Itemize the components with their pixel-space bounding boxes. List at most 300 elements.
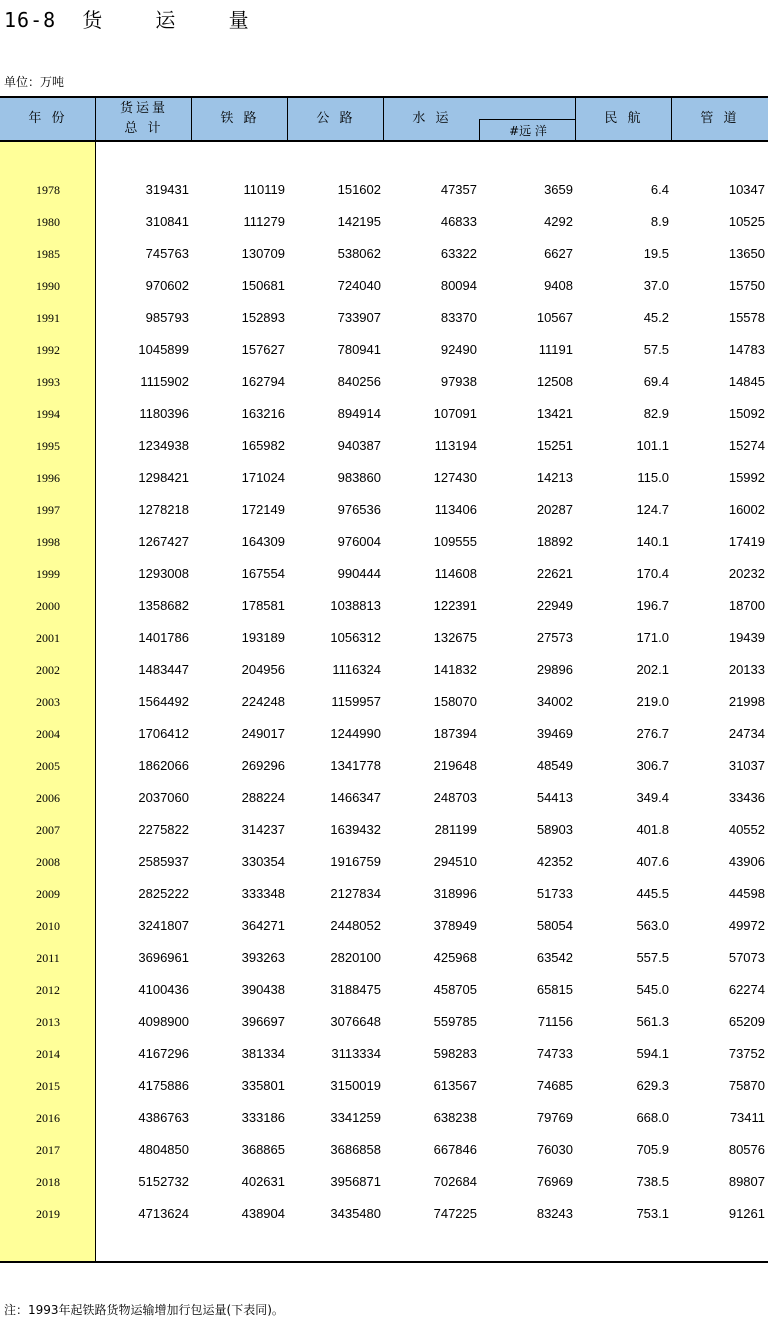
cell-road: 733907: [337, 310, 381, 325]
cell-year: 2011: [36, 951, 60, 965]
cell-year: 2001: [36, 631, 60, 645]
cell-year: 1978: [36, 183, 60, 197]
cell-air: 668.0: [636, 1110, 669, 1125]
table-row: [0, 814, 768, 846]
cell-water: 80094: [440, 278, 477, 293]
cell-ocean: 48549: [536, 758, 573, 773]
header-rail: 铁 路: [220, 111, 260, 126]
cell-road: 2820100: [330, 950, 381, 965]
cell-air: 219.0: [636, 694, 669, 709]
cell-total: 1401786: [138, 630, 189, 645]
cell-rail: 152893: [241, 310, 285, 325]
cell-road: 976536: [337, 502, 381, 517]
cell-air: 202.1: [636, 662, 669, 677]
cell-pipe: 57073: [728, 950, 765, 965]
cell-air: 738.5: [636, 1174, 669, 1189]
cell-pipe: 10525: [728, 214, 765, 229]
cell-rail: 172149: [241, 502, 285, 517]
table-row: [0, 910, 768, 942]
table-row: [0, 974, 768, 1006]
cell-year: 1992: [36, 343, 60, 357]
cell-rail: 130709: [241, 246, 285, 261]
cell-total: 319431: [145, 182, 189, 197]
cell-total: 310841: [145, 214, 189, 229]
cell-water: 281199: [434, 822, 477, 837]
cell-air: 19.5: [643, 246, 669, 261]
table-row: [0, 654, 768, 686]
cell-pipe: 15992: [728, 470, 765, 485]
cell-rail: 333186: [241, 1110, 285, 1125]
header-road: 公 路: [316, 111, 356, 126]
cell-total: 4713624: [138, 1206, 189, 1221]
cell-air: 171.0: [636, 630, 669, 645]
cell-rail: 364271: [241, 918, 285, 933]
cell-water: 187394: [433, 726, 477, 741]
cell-air: 140.1: [636, 534, 669, 549]
cell-road: 983860: [337, 470, 381, 485]
cell-year: 1993: [36, 375, 60, 389]
cell-water: 613567: [433, 1078, 477, 1093]
cell-rail: 110119: [243, 182, 285, 197]
cell-ocean: 76969: [536, 1174, 573, 1189]
cell-air: 6.4: [650, 182, 669, 197]
cell-pipe: 62274: [728, 982, 765, 997]
cell-pipe: 44598: [728, 886, 765, 901]
cell-air: 705.9: [636, 1142, 669, 1157]
table-row: [0, 526, 768, 558]
cell-ocean: 10567: [536, 310, 573, 325]
cell-year: 2014: [36, 1047, 60, 1061]
cell-road: 1038813: [330, 598, 381, 613]
cell-total: 1115902: [140, 374, 189, 389]
cell-total: 4804850: [138, 1142, 189, 1157]
cell-water: 97938: [440, 374, 477, 389]
cell-year: 1990: [36, 279, 60, 293]
cell-water: 122391: [433, 598, 477, 613]
table-row: [0, 174, 768, 206]
cell-water: 113406: [434, 502, 477, 517]
cell-pipe: 21998: [728, 694, 765, 709]
cell-total: 2275822: [138, 822, 189, 837]
cell-pipe: 20133: [728, 662, 765, 677]
cell-rail: 157627: [241, 342, 285, 357]
table-row: [0, 1134, 768, 1166]
cell-year: 2013: [36, 1015, 60, 1029]
table-bottom-rule: [0, 1261, 768, 1263]
table-row: [0, 302, 768, 334]
header-total: [96, 98, 192, 140]
cell-pipe: 89807: [728, 1174, 765, 1189]
cell-pipe: 24734: [728, 726, 765, 741]
cell-total: 3241807: [138, 918, 189, 933]
table-row: [0, 942, 768, 974]
cell-total: 4167296: [138, 1046, 189, 1061]
cell-road: 1466347: [330, 790, 381, 805]
cell-rail: 288224: [241, 790, 285, 805]
cell-ocean: 22621: [536, 566, 573, 581]
cell-road: 538062: [337, 246, 381, 261]
cell-water: 83370: [440, 310, 477, 325]
cell-year: 1980: [36, 215, 60, 229]
cell-year: 2006: [36, 791, 60, 805]
table-row: [0, 558, 768, 590]
cell-ocean: 13421: [536, 406, 573, 421]
cell-water: 638238: [433, 1110, 477, 1125]
cell-ocean: 76030: [536, 1142, 573, 1157]
cell-rail: 165982: [241, 438, 285, 453]
cell-road: 1116324: [332, 662, 381, 677]
cell-ocean: 20287: [536, 502, 573, 517]
cell-rail: 224248: [241, 694, 285, 709]
cell-water: 747225: [433, 1206, 477, 1221]
cell-pipe: 16002: [728, 502, 765, 517]
table-row: [0, 1166, 768, 1198]
cell-road: 940387: [337, 438, 381, 453]
cell-water: 598283: [433, 1046, 477, 1061]
cell-ocean: 74685: [536, 1078, 573, 1093]
cell-total: 2037060: [138, 790, 189, 805]
cell-rail: 390438: [241, 982, 285, 997]
cell-ocean: 58903: [536, 822, 573, 837]
cell-ocean: 12508: [536, 374, 573, 389]
cell-year: 1999: [36, 567, 60, 581]
cell-rail: 193189: [241, 630, 285, 645]
cell-rail: 335801: [241, 1078, 285, 1093]
cell-air: 124.7: [636, 502, 669, 517]
cell-air: 37.0: [643, 278, 669, 293]
cell-rail: 150681: [241, 278, 285, 293]
cell-year: 2000: [36, 599, 60, 613]
cell-pipe: 80576: [728, 1142, 765, 1157]
cell-rail: 381334: [241, 1046, 285, 1061]
cell-rail: 330354: [241, 854, 285, 869]
cell-total: 1483447: [138, 662, 189, 677]
cell-air: 101.1: [636, 438, 669, 453]
cell-air: 753.1: [636, 1206, 669, 1221]
cell-ocean: 63542: [536, 950, 573, 965]
cell-total: 4175886: [138, 1078, 189, 1093]
cell-air: 170.4: [636, 566, 669, 581]
header-total-line1: 货运量: [119, 101, 168, 116]
cell-year: 1994: [36, 407, 60, 421]
cell-water: 248703: [433, 790, 477, 805]
cell-ocean: 11191: [538, 342, 573, 357]
cell-rail: 402631: [241, 1174, 285, 1189]
cell-water: 378949: [433, 918, 477, 933]
cell-pipe: 65209: [728, 1014, 765, 1029]
cell-air: 557.5: [636, 950, 669, 965]
cell-air: 276.7: [636, 726, 669, 741]
cell-road: 3113334: [331, 1046, 381, 1061]
cell-pipe: 75870: [728, 1078, 765, 1093]
cell-water: 318996: [433, 886, 477, 901]
cell-ocean: 18892: [536, 534, 573, 549]
cell-rail: 333348: [241, 886, 285, 901]
cell-air: 629.3: [636, 1078, 669, 1093]
cell-road: 151602: [337, 182, 381, 197]
cell-year: 1985: [36, 247, 60, 261]
cell-pipe: 43906: [728, 854, 765, 869]
cell-rail: 393263: [241, 950, 285, 965]
cell-air: 196.7: [636, 598, 669, 613]
cell-total: 4098900: [138, 1014, 189, 1029]
cell-air: 306.7: [636, 758, 669, 773]
cell-water: 294510: [433, 854, 477, 869]
cell-year: 2004: [36, 727, 60, 741]
cell-ocean: 74733: [536, 1046, 573, 1061]
cell-year: 2017: [36, 1143, 60, 1157]
cell-rail: 368865: [241, 1142, 285, 1157]
cell-air: 407.6: [636, 854, 669, 869]
cell-rail: 314237: [241, 822, 285, 837]
cell-water: 141832: [433, 662, 477, 677]
cell-pipe: 40552: [728, 822, 765, 837]
header-total-line2: 总 计: [124, 121, 164, 136]
cell-year: 2003: [36, 695, 60, 709]
table-row: [0, 494, 768, 526]
table-row: [0, 270, 768, 302]
cell-water: 559785: [433, 1014, 477, 1029]
cell-road: 142195: [337, 214, 381, 229]
table-row: [0, 846, 768, 878]
cell-total: 5152732: [138, 1174, 189, 1189]
cell-total: 985793: [145, 310, 189, 325]
cell-air: 45.2: [643, 310, 669, 325]
cell-road: 1244990: [330, 726, 381, 741]
cell-pipe: 33436: [728, 790, 765, 805]
cell-road: 780941: [337, 342, 381, 357]
cell-pipe: 31037: [728, 758, 765, 773]
header-air: 民 航: [604, 111, 644, 126]
table-row: [0, 1006, 768, 1038]
cell-pipe: 15274: [728, 438, 765, 453]
cell-ocean: 14213: [536, 470, 573, 485]
header-water: 水 运: [412, 111, 452, 126]
cell-water: 92490: [440, 342, 477, 357]
cell-water: 127430: [433, 470, 477, 485]
table-row: [0, 686, 768, 718]
cell-year: 2015: [36, 1079, 60, 1093]
cell-road: 1159957: [331, 694, 381, 709]
cell-road: 2448052: [330, 918, 381, 933]
table-row: [0, 590, 768, 622]
cell-ocean: 9408: [544, 278, 573, 293]
cell-year: 2018: [36, 1175, 60, 1189]
cell-ocean: 83243: [536, 1206, 573, 1221]
cell-water: 114608: [434, 566, 477, 581]
cell-road: 1341778: [330, 758, 381, 773]
cell-road: 1639432: [330, 822, 381, 837]
cell-year: 1996: [36, 471, 60, 485]
unit-label: 单位：万吨: [4, 75, 65, 89]
table-row: [0, 718, 768, 750]
table-row: [0, 430, 768, 462]
cell-water: 667846: [433, 1142, 477, 1157]
cell-rail: 163216: [241, 406, 285, 421]
cell-total: 1298421: [138, 470, 189, 485]
cell-water: 47357: [440, 182, 477, 197]
cell-year: 1991: [36, 311, 60, 325]
cell-rail: 204956: [241, 662, 285, 677]
cell-total: 4386763: [138, 1110, 189, 1125]
table-header: [0, 96, 768, 142]
cell-water: 63322: [440, 246, 477, 261]
cell-road: 1916759: [330, 854, 381, 869]
cell-ocean: 29896: [536, 662, 573, 677]
table-row: [0, 238, 768, 270]
cell-ocean: 3659: [544, 182, 573, 197]
table-body: [0, 174, 768, 1230]
cell-ocean: 42352: [536, 854, 573, 869]
cell-pipe: 91261: [728, 1206, 765, 1221]
cell-ocean: 6627: [544, 246, 573, 261]
cell-road: 894914: [337, 406, 381, 421]
cell-air: 69.4: [643, 374, 669, 389]
cell-ocean: 51733: [536, 886, 573, 901]
table-row: [0, 782, 768, 814]
cell-air: 349.4: [636, 790, 669, 805]
cell-air: 445.5: [636, 886, 669, 901]
table-row: [0, 1102, 768, 1134]
table-row: [0, 1198, 768, 1230]
cell-pipe: 13650: [728, 246, 765, 261]
cell-pipe: 73752: [728, 1046, 765, 1061]
cell-pipe: 20232: [728, 566, 765, 581]
cell-total: 1293008: [138, 566, 189, 581]
cell-total: 745763: [145, 246, 189, 261]
cell-year: 2010: [36, 919, 60, 933]
cell-pipe: 49972: [728, 918, 765, 933]
table-row: [0, 1070, 768, 1102]
cell-total: 3696961: [138, 950, 189, 965]
cell-air: 401.8: [636, 822, 669, 837]
cell-total: 1045899: [138, 342, 189, 357]
cell-rail: 178581: [241, 598, 285, 613]
cell-total: 2585937: [138, 854, 189, 869]
cell-total: 1862066: [138, 758, 189, 773]
cell-air: 563.0: [636, 918, 669, 933]
cell-road: 2127834: [330, 886, 381, 901]
cell-ocean: 27573: [536, 630, 573, 645]
cell-rail: 162794: [241, 374, 285, 389]
cell-total: 2825222: [138, 886, 189, 901]
cell-water: 219648: [433, 758, 477, 773]
table-row: [0, 1038, 768, 1070]
cell-pipe: 15092: [728, 406, 765, 421]
cell-water: 109555: [433, 534, 477, 549]
cell-rail: 111279: [243, 214, 285, 229]
cell-road: 3076648: [330, 1014, 381, 1029]
cell-year: 2005: [36, 759, 60, 773]
cell-water: 458705: [433, 982, 477, 997]
cell-pipe: 19439: [728, 630, 765, 645]
cell-pipe: 10347: [728, 182, 765, 197]
cell-rail: 171024: [241, 470, 285, 485]
cell-water: 46833: [440, 214, 477, 229]
cell-air: 594.1: [636, 1046, 669, 1061]
cell-pipe: 18700: [728, 598, 765, 613]
cell-air: 115.0: [637, 470, 669, 485]
cell-road: 1056312: [330, 630, 381, 645]
cell-pipe: 14845: [728, 374, 765, 389]
cell-ocean: 22949: [536, 598, 573, 613]
cell-water: 158070: [433, 694, 477, 709]
cell-year: 2008: [36, 855, 60, 869]
header-pipe: 管 道: [700, 111, 740, 126]
cell-road: 3686858: [330, 1142, 381, 1157]
cell-rail: 269296: [241, 758, 285, 773]
cell-ocean: 58054: [536, 918, 573, 933]
cell-rail: 438904: [241, 1206, 285, 1221]
cell-total: 1180396: [139, 406, 189, 421]
cell-ocean: 71156: [537, 1014, 573, 1029]
cell-road: 3150019: [330, 1078, 381, 1093]
cell-water: 132675: [433, 630, 477, 645]
cell-road: 3188475: [330, 982, 381, 997]
cell-road: 990444: [337, 566, 381, 581]
cell-ocean: 15251: [536, 438, 573, 453]
cell-pipe: 73411: [729, 1110, 765, 1125]
cell-total: 1267427: [138, 534, 189, 549]
cell-rail: 249017: [241, 726, 285, 741]
cell-air: 82.9: [643, 406, 669, 421]
table-row: [0, 462, 768, 494]
cell-pipe: 14783: [728, 342, 765, 357]
cell-ocean: 39469: [536, 726, 573, 741]
cell-pipe: 15578: [728, 310, 765, 325]
cell-year: 2009: [36, 887, 60, 901]
table-row: [0, 206, 768, 238]
cell-ocean: 4292: [544, 214, 573, 229]
table-row: [0, 878, 768, 910]
cell-total: 4100436: [138, 982, 189, 997]
table-row: [0, 366, 768, 398]
cell-ocean: 34002: [536, 694, 573, 709]
cell-air: 57.5: [643, 342, 669, 357]
cell-total: 1564492: [138, 694, 189, 709]
cell-road: 3956871: [330, 1174, 381, 1189]
cell-pipe: 17419: [728, 534, 765, 549]
cell-rail: 396697: [241, 1014, 285, 1029]
cell-road: 3435480: [330, 1206, 381, 1221]
header-ocean: #远 洋: [479, 119, 576, 140]
cell-total: 970602: [145, 278, 189, 293]
cell-ocean: 79769: [536, 1110, 573, 1125]
cell-water: 702684: [433, 1174, 477, 1189]
cell-air: 545.0: [636, 982, 669, 997]
header-year: 年 份: [28, 111, 68, 126]
cell-year: 2007: [36, 823, 60, 837]
cell-water: 107091: [433, 406, 477, 421]
table-row: [0, 398, 768, 430]
table-row: [0, 622, 768, 654]
cell-total: 1234938: [138, 438, 189, 453]
cell-year: 1995: [36, 439, 60, 453]
cell-air: 561.3: [636, 1014, 669, 1029]
table-row: [0, 334, 768, 366]
cell-road: 840256: [337, 374, 381, 389]
cell-year: 1997: [36, 503, 60, 517]
cell-total: 1706412: [138, 726, 189, 741]
cell-total: 1278218: [138, 502, 189, 517]
cell-total: 1358682: [138, 598, 189, 613]
cell-ocean: 54413: [536, 790, 573, 805]
cell-year: 2012: [36, 983, 60, 997]
cell-year: 2016: [36, 1111, 60, 1125]
cell-water: 425968: [433, 950, 477, 965]
cell-year: 2019: [36, 1207, 60, 1221]
cell-rail: 164309: [241, 534, 285, 549]
